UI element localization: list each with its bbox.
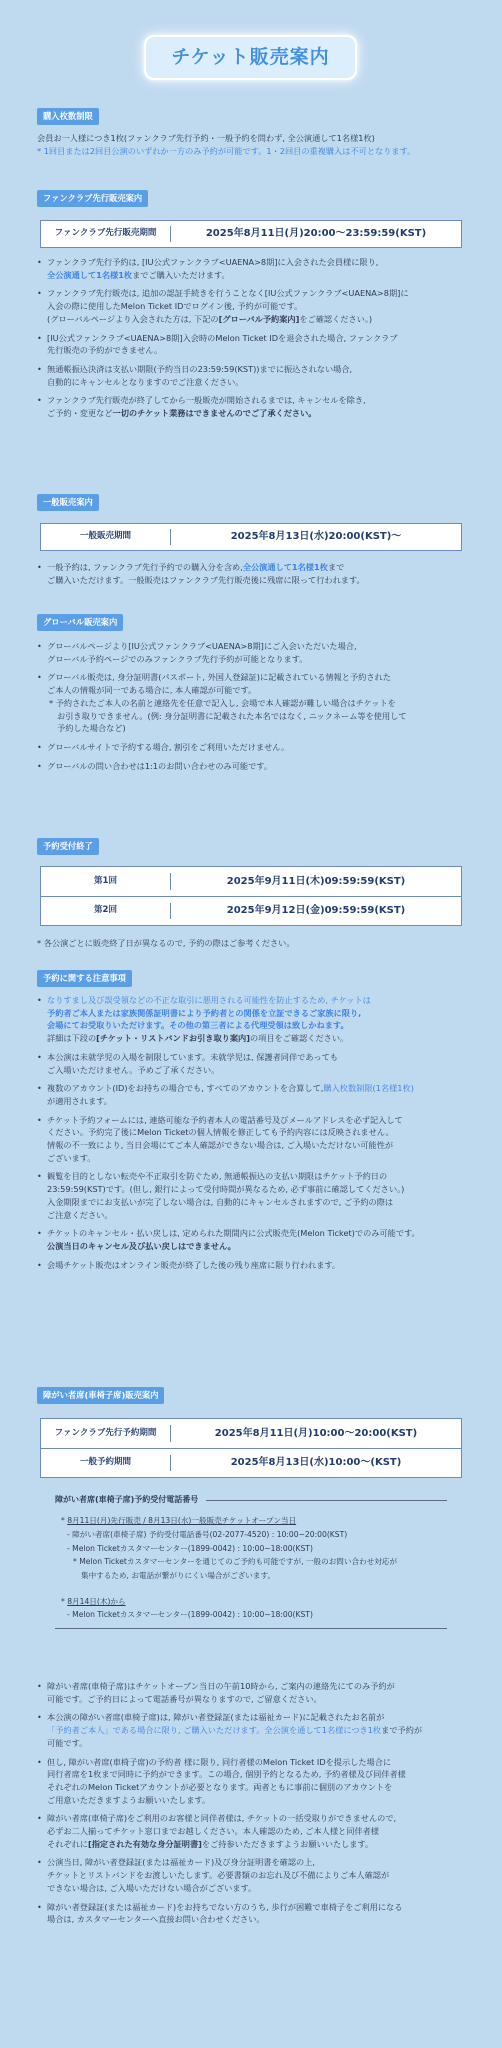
fanclub-period-value: 2025年8月11日(月)20:00～23:59:59(KST) — [205, 228, 427, 240]
deadline-row-2: 第2回 2025年9月12日(金)09:59:59(KST) — [41, 896, 461, 925]
phone-line: * 8月14日(木)から — [61, 1596, 126, 1606]
list-item: • 無通帳振込決済は支払い期限(予約当日の23:59:59(KST))までに振込されない場合, 自動的にキャンセルとなりますのでご注意ください。 — [37, 363, 472, 388]
section-tag-fanclub: ファンクラブ先行販売案内 — [37, 190, 148, 207]
section-tag-wheelchair: 障がい者席(車椅子席)販売案内 — [37, 1387, 164, 1404]
general-period-value: 2025年8月13日(水)20:00(KST)～ — [230, 531, 402, 543]
list-item: • グローバルページより[IU公式ファンクラブ<UAENA>8期]にご入会いただいた場合, グローバル予約ページでのみファンクラブ先行予約が可能となります。 — [37, 640, 472, 665]
general-period-box — [40, 523, 462, 551]
section-tag-global: グローバル販売案内 — [37, 614, 123, 631]
section-global — [37, 614, 465, 631]
global-note: * 予約されたご本人の名前と連絡先を任意で記入し, 会場で本人確認が難しい場合はチケットを お引き取りできません。(例: 身分証明書に記載された本名ではなく, ニックネーム等を使用して 予約した場合など) — [49, 697, 407, 734]
section-tag-notes: 予約に関する注意事項 — [37, 970, 132, 987]
section-notes — [37, 970, 465, 987]
list-item: • [IU公式ファンクラブ<UAENA>8期]入会時のMelon Ticket IDを退会された場合, ファンクラブ 先行販売の予約ができません。 — [37, 332, 472, 357]
list-item: • 会場チケット販売はオンライン販売が終了した後の残り座席に限り行われます。 — [37, 1259, 472, 1272]
deadline-row-1: 第1回 2025年9月11日(木)09:59:59(KST) — [41, 867, 461, 896]
fanclub-bullets — [37, 256, 472, 426]
list-item: • グローバルサイトで予約する場合, 割引をご利用いただけません。 — [37, 741, 472, 754]
wheelchair-row-2: 一般予約期間 2025年8月13日(水)10:00～(KST) — [41, 1448, 461, 1477]
section-tag-deadline: 予約受付終了 — [37, 838, 99, 855]
phone-line: 集中するため, お電話が繋がりにくい場合がございます。 — [81, 1571, 276, 1581]
notes-bullets — [37, 994, 472, 1277]
list-item: • 本公演の障がい者席(車椅子席)は, 障がい者登録証(または福祉カード)に記載されたお名前が 「予約者ご本人」である場合に限り, ご購入いただけます。全公演を通して1名様につき1枚まで予約が 可能です。 — [37, 1711, 472, 1749]
deadline-table — [40, 866, 462, 926]
list-item: • 本公演は未就学児の入場を制限しています。未就学児は, 保護者同伴であっても ご入場いただけません。予めご了承ください。 — [37, 1051, 472, 1076]
general-period-label: 一般販売期間 — [41, 529, 171, 545]
section-purchase-limit — [37, 108, 465, 125]
title-box — [144, 35, 357, 80]
phone-line: - Melon Ticketカスタマーセンター(1899-0042) : 10:00~18:00(KST) — [67, 1610, 313, 1620]
list-item: • 障がい者登録証(または福祉カード)をお持ちでない方のうち, 歩行が困難で車椅子をご利用になる 場合は, カスタマーセンターへ直接お問い合わせください。 — [37, 1901, 472, 1926]
section-tag-general: 一般販売案内 — [37, 494, 99, 511]
phone-line: - Melon Ticketカスタマーセンター(1899-0042) : 10:00~18:00(KST) — [67, 1543, 313, 1553]
list-item: • 但し, 障がい者席(車椅子席)の予約者 様に限り, 同行者様のMelon Ticket IDを提示した場合に 同行者席を1枚まで同時に予約ができます。この場合, 個別予約となるため, 予約者様及び同伴者様 それぞれのMelon Ticketアカウントが必要となります。両者ともに事前に個別のアカウントを ご用意いただきますようお願いいたします。 — [37, 1756, 472, 1807]
list-item: • 障がい者席(車椅子席)はチケットオープン当日の午前10時から, ご案内の連絡先にてのみ予約が 可能です。ご予約日によって電話番号が異なりますので, ご留意ください。 — [37, 1680, 472, 1705]
wheelchair-bullets — [37, 1680, 472, 1932]
section-deadline — [37, 838, 465, 855]
section-general — [37, 494, 465, 511]
list-item: • グローバル販売は, 身分証明書(パスポート, 外国人登録証)に記載されている情報と予約された ご本人の情報が同一である場合に, 本人確認が可能です。 * 予約されたご本人の名前と連絡先を任意で記入し, 会場で本人確認が難しい場合はチケットを お引き取りできません。(例: 身分証明書に記載された本名ではなく, ニックネーム等を使用して 予約した場合など) — [37, 671, 472, 735]
deadline-note: * 各公演ごとに販売終了日が異なるので, 予約の際はご参考ください。 — [37, 938, 295, 948]
purchase-limit-note: * 1回目または2回目公演のいずれか一方のみ予約が可能です。1・2回目の重複購入は不可となります。 — [37, 145, 416, 156]
list-item: • ファンクラブ先行予約は, [IU公式ファンクラブ<UAENA>8期]に入会された会員様に限り, 全公演通して1名様1枚までご購入いただけます。 — [37, 256, 472, 281]
phone-line: * Melon Ticketカスタマーセンターを通じてのご予約も可能ですが, 一般のお問い合わせ対応が — [73, 1557, 398, 1567]
list-item: • 複数のアカウント(ID)をお持ちの場合でも, すべてのアカウントを合算して,購入枚数制限(1名様1枚) が適用されます。 — [37, 1082, 472, 1107]
fanclub-period-box — [40, 220, 462, 248]
phone-box-title: 障がい者席(車椅子席)予約受付電話番号 — [55, 1494, 447, 1506]
list-item: • 一般予約は, ファンクラブ先行予約での購入分を含め,全公演通して1名様1枚まで ご購入いただけます。一般販売はファンクラブ先行販売後に残席に限って行われます。 — [37, 561, 472, 586]
phone-box-divider — [55, 1628, 447, 1629]
purchase-limit-line: 会員お一人様につき1枚(ファンクラブ先行予約・一般予約を問わず, 全公演通して1名様1枚) — [37, 133, 375, 143]
section-fanclub — [37, 190, 465, 207]
general-bullets — [37, 561, 472, 592]
purchase-limit-text — [37, 132, 472, 157]
phone-line: - 障がい者席(車椅子席) 予約受付電話番号(02-2077-4520) : 10:00~20:00(KST) — [67, 1530, 348, 1540]
list-item: • チケットのキャンセル・払い戻しは, 定められた期間内に公式販売先(Melon Ticket)でのみ可能です。 公演当日のキャンセル及び払い戻しはできません。 — [37, 1227, 472, 1252]
global-bullets — [37, 640, 472, 778]
list-item: • 障がい者席(車椅子席)をご利用のお客様と同伴者様は, チケットの一括受取りができませんので, 必ずお二人揃ってチケット窓口までお越しください。本人確認のため, ご本人様と同伴者様 それぞれに[指定された有効な身分証明書]をご持参いただきますようお願いいたします。 — [37, 1812, 472, 1850]
list-item: • グローバルの問い合わせは1:1のお問い合わせのみ可能です。 — [37, 760, 472, 773]
page-title: チケット販売案内 — [171, 45, 330, 68]
wheelchair-phone-box — [55, 1494, 447, 1629]
list-item: • なりすまし及び誤受領などの不正な取引に悪用される可能性を防止するため, チケットは 予約者ご本人または家族関係証明書により予約者との関係を立証できるご家族に限り, 会場にてお受取りいただけます。その他の第三者による代理受領は致しかねます。 詳細は下段の[チケット・リストバンドお引き取り案内]の項目をご確認ください。 — [37, 994, 472, 1045]
phone-line: * 8月11日(月)先行販売 / 8月13日(水)一般販売チケットオープン当日 — [61, 1516, 297, 1526]
list-item: • チケット予約フォームには, 連絡可能な予約者本人の電話番号及びメールアドレスを必ず記入して ください。予約完了後にMelon Ticketの個人情報を修正しても予約内容には反映されません。 情報の不一致により, 当日会場にてご本人確認ができない場合は, ご入場いただけない可能性が ございます。 — [37, 1114, 472, 1165]
wheelchair-row-1: ファンクラブ先行予約期間 2025年8月11日(月)10:00～20:00(KST) — [41, 1419, 461, 1448]
list-item: • 公演当日, 障がい者登録証(または福祉カード)及び身分証明書を確認の上, チケットとリストバンドをお渡しいたします。必要書類のお忘れ及び不備によりご本人確認が できない場合は, ご入場いただけない場合がございます。 — [37, 1856, 472, 1894]
list-item: • ファンクラブ先行販売は, 追加の認証手続きを行うことなく[IU公式ファンクラブ<UAENA>8期]に 入会の際に使用したMelon Ticket IDでログイン後, 予約が可能です。 (グローバルページより入会された方は, 下記の[グローバル予約案内]をご確認ください。) — [37, 287, 472, 325]
wheelchair-period-table — [40, 1418, 462, 1478]
section-tag-purchase-limit: 購入枚数制限 — [37, 108, 99, 125]
list-item: • 観覧を目的としない転売や不正取引を防ぐため, 無通帳振込の支払い期限はチケット予約日の 23:59:59(KST)です。(但し, 銀行によって受付時間が異なるため, 必ず事前に確認してください。) 入金期限までにお支払いが完了しない場合は, 自動的にキャンセルされますので, ご予約の際は ご注意ください。 — [37, 1170, 472, 1221]
section-wheelchair — [37, 1387, 465, 1404]
fanclub-period-label: ファンクラブ先行販売期間 — [41, 226, 171, 242]
list-item: • ファンクラブ先行販売が終了してから一般販売が開始されるまでは, キャンセルを除き, ご予約・変更など一切のチケット業務はできませんのでご了承ください。 — [37, 394, 472, 419]
